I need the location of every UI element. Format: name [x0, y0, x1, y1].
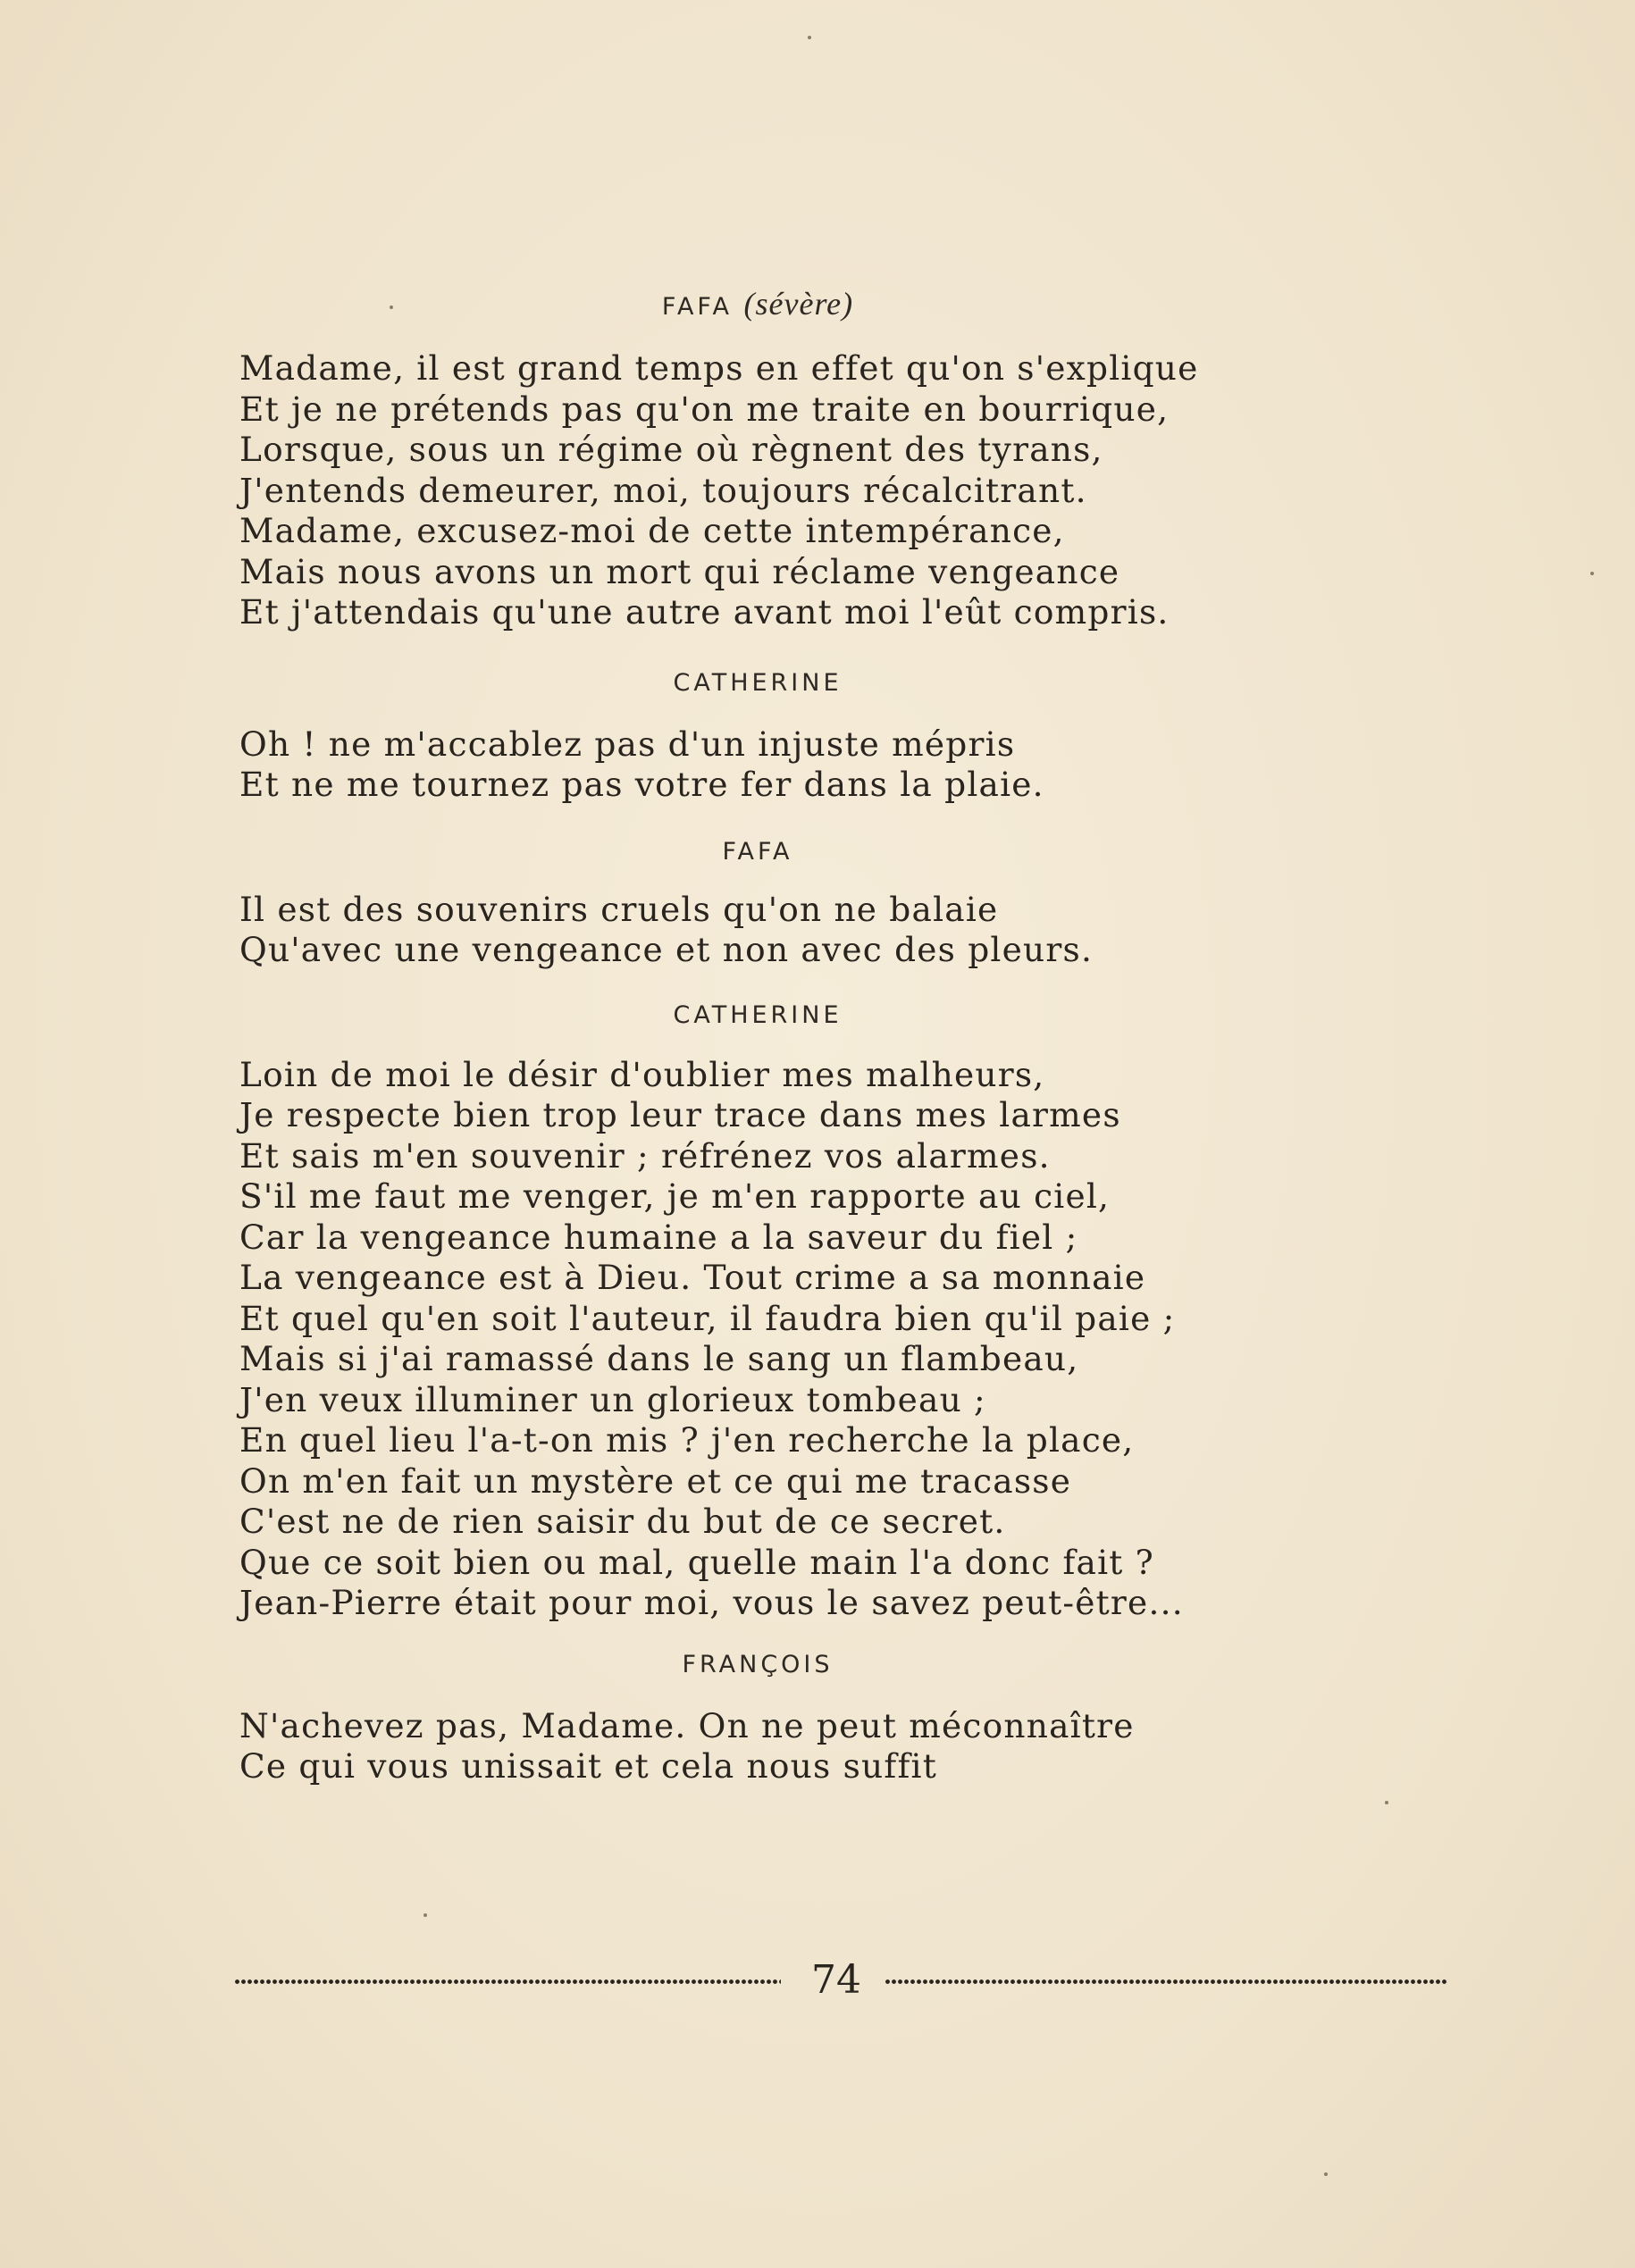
- verse-line: J'entends demeurer, moi, toujours récalcitrant.: [239, 470, 1087, 510]
- page-footer: [234, 1958, 1449, 2003]
- verse-line: Loin de moi le désir d'oublier mes malheurs,: [239, 1054, 1045, 1094]
- verse-line: Car la vengeance humaine a la saveur du fiel ;: [239, 1217, 1078, 1257]
- paper-speck: [423, 1913, 427, 1917]
- verse-line: La vengeance est à Dieu. Tout crime a sa monnaie: [239, 1258, 1146, 1297]
- verse-line: Oh ! ne m'accablez pas d'un injuste mépris: [239, 724, 1016, 764]
- speaker-name: FAFA: [722, 837, 793, 866]
- verse-line: Lorsque, sous un régime où règnent des tyrans,: [239, 430, 1103, 469]
- dotted-rule-right: [885, 1978, 1447, 1986]
- verse-line: Madame, il est grand temps en effet qu'on s'explique: [239, 348, 1199, 388]
- speaker-name: CATHERINE: [673, 668, 843, 697]
- verse-line: Et je ne prétends pas qu'on me traite en bourrique,: [239, 389, 1170, 429]
- verse-line: Et ne me tournez pas votre fer dans la plaie.: [239, 765, 1044, 804]
- speaker-heading: [239, 286, 1276, 322]
- paper-speck: [1385, 1801, 1388, 1804]
- speaker-name: CATHERINE: [673, 1000, 843, 1029]
- verse-line: Je respecte bien trop leur trace dans mes larmes: [239, 1095, 1121, 1134]
- speaker-heading: [239, 998, 1276, 1034]
- paper-speck: [390, 305, 393, 309]
- verse-line: J'en veux illuminer un glorieux tombeau ;: [239, 1379, 986, 1419]
- verse-line: Qu'avec une vengeance et non avec des pleurs.: [239, 930, 1094, 969]
- page-number: 74: [811, 1957, 861, 2003]
- verse-line: Et j'attendais qu'une autre avant moi l'eût compris.: [239, 592, 1170, 632]
- verse-line: Mais nous avons un mort qui réclame vengeance: [239, 551, 1120, 591]
- verse-line: Madame, excusez-moi de cette intempérance,: [239, 511, 1065, 550]
- verse-line: Mais si j'ai ramassé dans le sang un flambeau,: [239, 1339, 1079, 1378]
- verse-group: [239, 1706, 1276, 1787]
- paper-speck: [1324, 2172, 1328, 2176]
- verse-line: On m'en fait un mystère et ce qui me tracasse: [239, 1460, 1072, 1501]
- verse-line: En quel lieu l'a-t-on mis ? j'en recherche la place,: [239, 1420, 1135, 1460]
- verse-line: Jean-Pierre était pour moi, vous le savez peut-être...: [239, 1583, 1184, 1622]
- verse-group: [239, 348, 1276, 633]
- play-text: [239, 286, 1276, 1787]
- verse-line: C'est ne de rien saisir du but de ce secret.: [239, 1502, 1006, 1541]
- paper-speck: [808, 36, 811, 39]
- verse-line: N'achevez pas, Madame. On ne peut méconnaître: [239, 1705, 1135, 1745]
- verse-group: [239, 890, 1276, 971]
- speaker-heading: [239, 834, 1276, 870]
- stage-direction: (sévère): [743, 286, 854, 322]
- speaker-name: FAFA: [661, 293, 733, 321]
- speaker-name: FRANÇOIS: [682, 1650, 834, 1678]
- speaker-heading: [239, 1647, 1276, 1683]
- verse-group: [239, 1055, 1276, 1624]
- verse-line: Et sais m'en souvenir ; réfrénez vos alarmes.: [239, 1135, 1051, 1176]
- paper-speck: [1590, 572, 1594, 575]
- verse-line: Ce qui vous unissait et cela nous suffit: [239, 1746, 937, 1786]
- dotted-rule-left: [234, 1978, 781, 1986]
- verse-line: Que ce soit bien ou mal, quelle main l'a donc fait ?: [239, 1542, 1154, 1582]
- verse-line: Et quel qu'en soit l'auteur, il faudra bien qu'il paie ;: [239, 1298, 1176, 1338]
- verse-group: [239, 724, 1276, 806]
- speaker-heading: [239, 665, 1276, 701]
- verse-line: S'il me faut me venger, je m'en rapporte au ciel,: [239, 1176, 1111, 1216]
- verse-line: Il est des souvenirs cruels qu'on ne balaie: [239, 889, 999, 929]
